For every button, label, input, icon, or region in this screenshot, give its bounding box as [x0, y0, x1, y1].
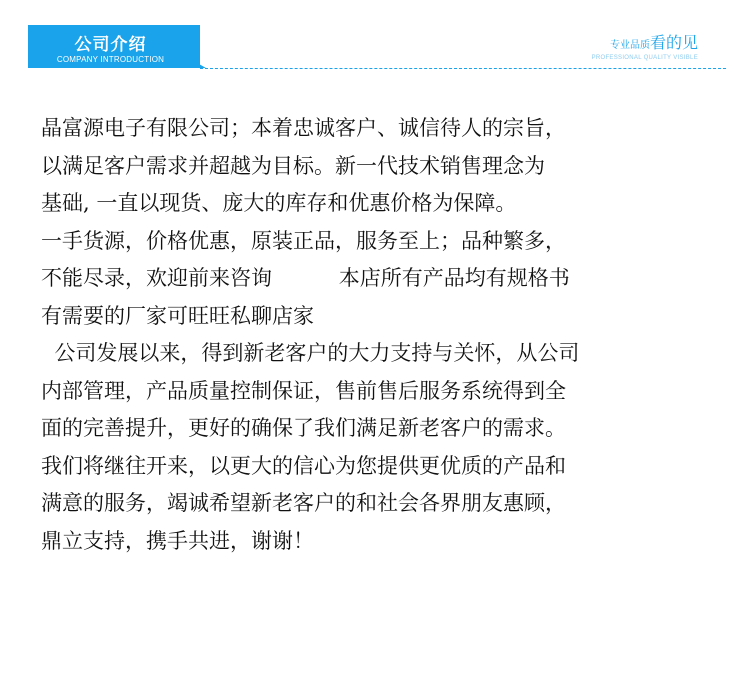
intro-line: 内部管理，产品质量控制保证，售前售后服务系统得到全 [41, 378, 566, 403]
intro-line: 面的完善提升，更好的确保了我们满足新老客户的需求。 [41, 416, 566, 440]
slogan [592, 35, 698, 61]
section-header [0, 0, 750, 80]
intro-line: 一手货源，价格优惠，原装正品，服务至上；品种繁多， [41, 228, 566, 253]
intro-line: 晶富源电子有限公司；本着忠诚客户、诚信待人的宗旨， [41, 116, 566, 140]
intro-line: 不能尽录，欢迎前来咨询 本店所有产品均有规格书 [41, 266, 570, 290]
intro-line: 以满足客户需求并超越为目标。新一代技术销售理念为 [41, 153, 545, 178]
slogan-main [592, 35, 698, 54]
intro-line: 公司发展以来，得到新老客户的大力支持与关怀，从公司 [41, 341, 580, 365]
section-subtitle: COMPANY INTRODUCTION [56, 55, 165, 64]
intro-line: 有需要的厂家可旺旺私聊店家 [41, 303, 314, 328]
tab-notch-decoration [192, 60, 206, 68]
intro-line: 鼎立支持，携手共进，谢谢！ [41, 528, 314, 553]
intro-line: 基础, 一直以现货、庞大的库存和优惠价格为保障。 [41, 191, 517, 215]
section-title: 公司介绍 [74, 35, 147, 55]
slogan-subtitle: PROFESSIONAL QUALITY VISIBLE [591, 55, 698, 61]
slogan-small-text: 专业品质 [609, 40, 650, 51]
slogan-big-text: 看的见 [649, 33, 698, 52]
company-intro-text [41, 110, 731, 560]
intro-line: 满意的服务，竭诚希望新老客户的和社会各界朋友惠顾， [41, 491, 566, 515]
header-divider [200, 68, 726, 69]
intro-line: 我们将继往开来，以更大的信心为您提供更优质的产品和 [41, 453, 566, 478]
section-title-tab [28, 25, 200, 68]
